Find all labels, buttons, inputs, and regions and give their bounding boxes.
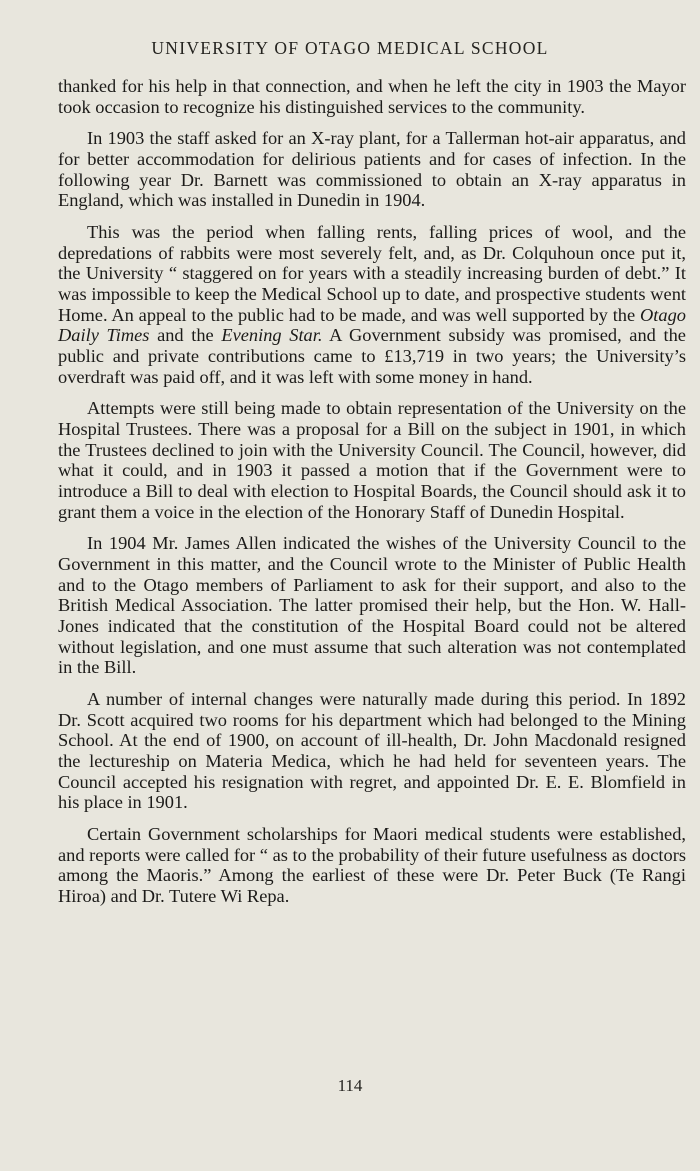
paragraph-continued: thanked for his help in that connection, and when he left the city in 1903 the Mayor took occasion to recognize his distinguished services to the community. <box>58 76 686 117</box>
paragraph-hospital-trustees: Attempts were still being made to obtain representation of the University on the Hospital Trustees. There was a proposal for a Bill on the subject in 1901, in which the Trustees declined to join with the University Council. The Council, however, did what it could, and in 1903 it passed a motion that if the Government were to introduce a Bill to deal with election to Hospital Boards, the Council should ask it to grant them a voice in the election of the Honorary Staff of Dunedin Hospital. <box>58 398 686 522</box>
newspaper-title: Evening Star. <box>221 325 323 346</box>
running-head: UNIVERSITY OF OTAGO MEDICAL SCHOOL <box>151 38 549 58</box>
paragraph-falling-rents <box>58 222 686 388</box>
paragraph-x-ray-plant: In 1903 the staff asked for an X-ray plant, for a Tallerman hot-air apparatus, and for better accommodation for delirious patients and for cases of infection. In the following year Dr. Barnett was commissioned to obtain an X-ray apparatus in England, which was installed in Dunedin in 1904. <box>58 128 686 211</box>
body-text <box>58 76 686 918</box>
paragraph-internal-changes: A number of internal changes were naturally made during this period. In 1892 Dr. Scott acquired two rooms for his department which had belonged to the Mining School. At the end of 1900, on account of ill-health, Dr. John Macdonald resigned the lectureship on Materia Medica, which he had held for seventeen years. The Council accepted his resignation with regret, and appointed Dr. E. E. Blomfield in his place in 1901. <box>58 688 686 813</box>
paragraph-text: A Government subsidy was promised, and the public and private contributions came to £13,719 in two years; the University’s overdraft was paid off, and it was left with some money in hand. <box>58 325 686 387</box>
paragraph-maori-scholarships: Certain Government scholarships for Maori medical students were established, and reports were called for “ as to the probability of their future usefulness as doctors among the Maoris.” Among the earliest of these were Dr. Peter Buck (Te Rangi Hiroa) and Dr. Tutere Wi Repa. <box>58 823 686 907</box>
paragraph-james-allen: In 1904 Mr. James Allen indicated the wishes of the University Council to the Government in this matter, and the Council wrote to the Minister of Public Health and to the Otago members of Parliament to ask for their support, and also to the British Medical Association. The latter promised their help, but the Hon. W. Hall-Jones indicated that the constitution of the Hospital Board could not be altered without legislation, and one must assume that such alteration was not contemplated in the Bill. <box>58 533 686 678</box>
page-number: 114 <box>337 1076 363 1095</box>
newspaper-title: Otago Daily Times <box>58 304 686 346</box>
paragraph-text: and the <box>157 325 214 346</box>
paragraph-text: This was the period when falling rents, falling prices of wool, and the depredations of rabbits were most severely felt, and, as Dr. Colquhoun once put it, the University “ staggered on for years with a steadily increasing burden of debt.” It was impossible to keep the Medical School up to date, and prospective students went Home. An appeal to the public had to be made, and was well supported by the <box>58 221 686 325</box>
